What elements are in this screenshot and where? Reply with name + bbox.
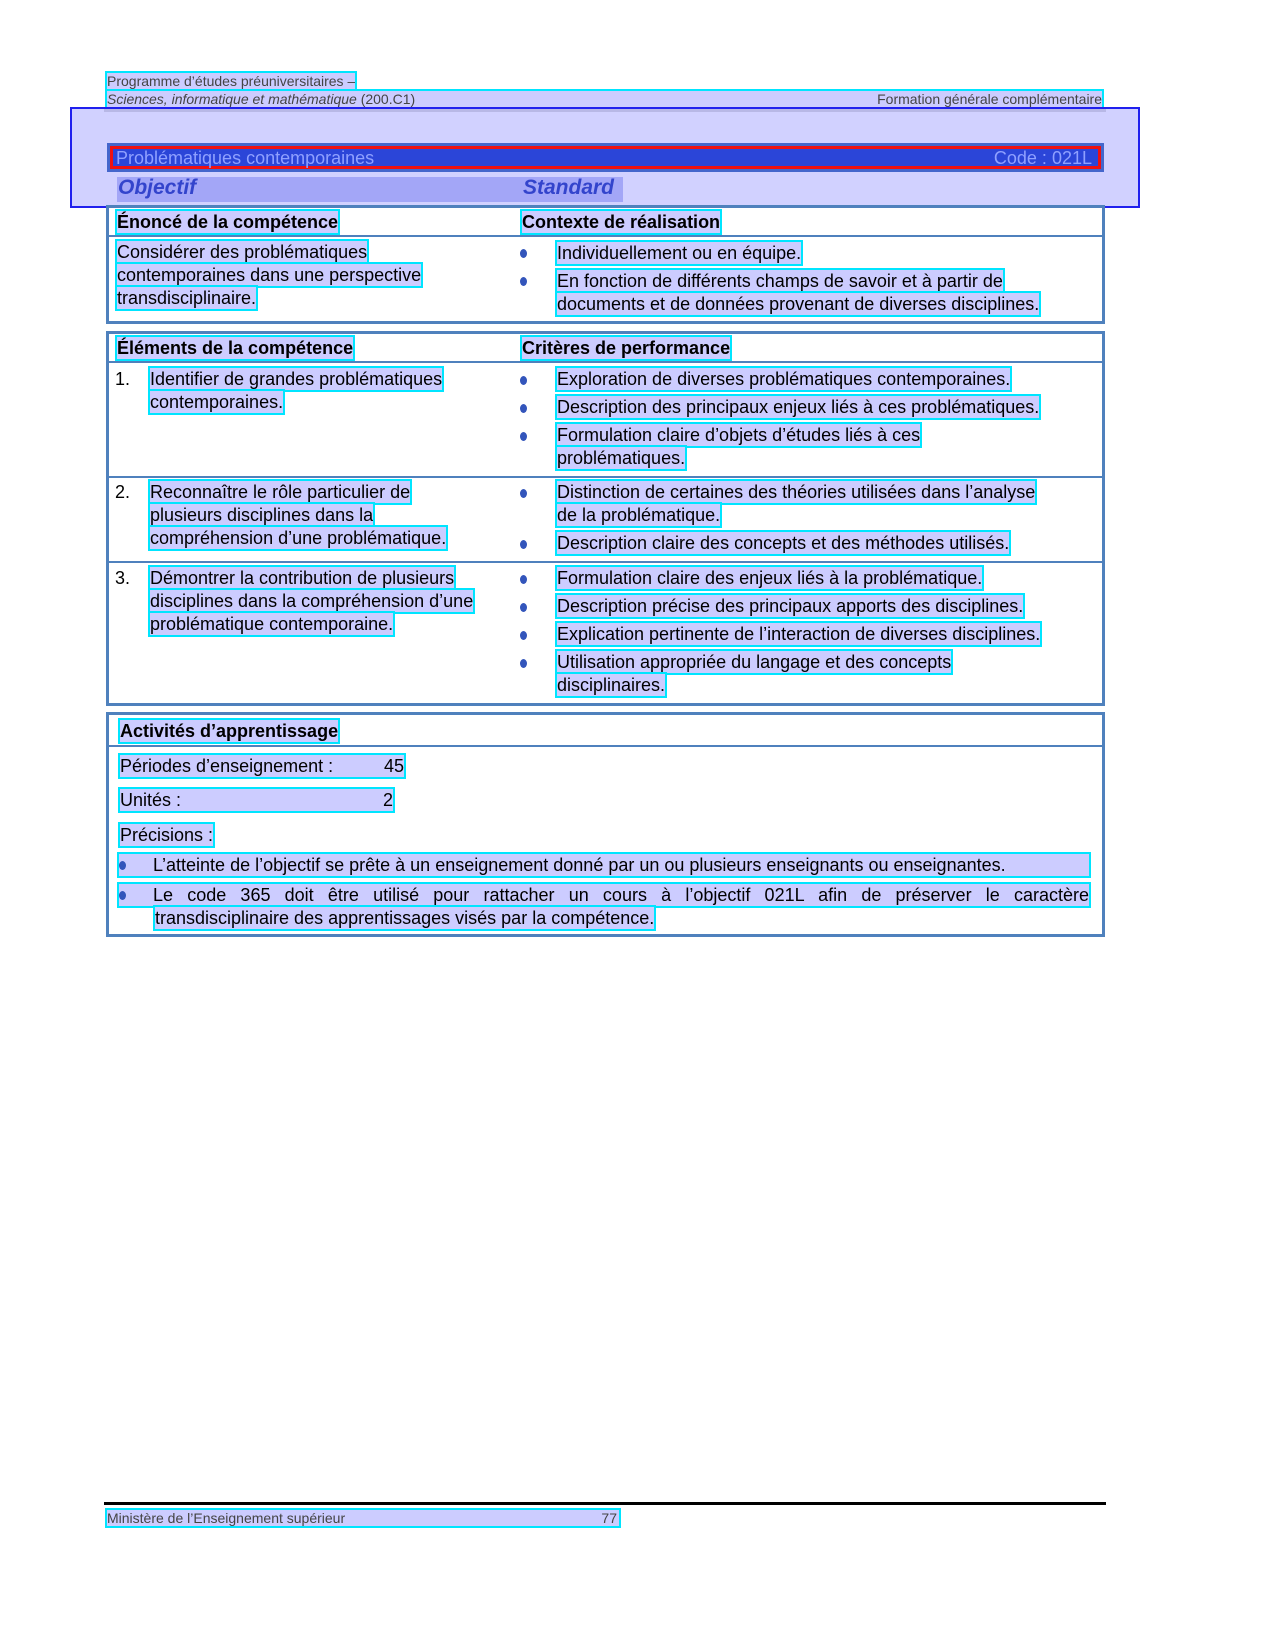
header-program: Programme d’études préuniversitaires – <box>107 73 356 89</box>
enonce-header: Énoncé de la compétence <box>117 212 339 232</box>
elements-header: Éléments de la compétence <box>117 338 354 358</box>
unites-label: Unités : <box>120 790 182 810</box>
bullet-icon <box>119 891 126 900</box>
bullet-icon <box>520 404 527 413</box>
element-number: 3. <box>115 568 131 588</box>
element-text: Reconnaître le rôle particulier de <box>150 482 411 502</box>
bullet-icon <box>520 631 527 640</box>
enonce-line: Considérer des problématiques <box>117 242 368 262</box>
unites-value: 2 <box>383 790 394 810</box>
contexte-item: documents et de données provenant de diverses disciplines. <box>557 294 1040 314</box>
activites-header: Activités d’apprentissage <box>120 721 339 741</box>
bullet-icon <box>520 432 527 441</box>
standard-heading: Standard <box>523 176 615 199</box>
precision-item-cont: transdisciplinaire des apprentissages visés par la compétence. <box>155 908 655 928</box>
bullet-icon <box>520 540 527 549</box>
criterion-text: Description précise des principaux apports des disciplines. <box>557 596 1024 616</box>
course-code: 021L <box>1051 148 1092 168</box>
element-text: plusieurs disciplines dans la <box>150 505 374 525</box>
element-text: contemporaines. <box>150 392 284 412</box>
contexte-header: Contexte de réalisation <box>522 212 721 232</box>
bullet-icon <box>520 249 527 258</box>
criterion-text: de la problématique. <box>557 505 721 525</box>
code-label: Code : <box>993 148 1047 168</box>
enonce-line: transdisciplinaire. <box>117 288 257 308</box>
bullet-icon <box>520 659 527 668</box>
header-program-code: (200.C1) <box>356 91 416 107</box>
element-text: Identifier de grandes problématiques <box>150 369 443 389</box>
periodes-label: Périodes d’enseignement : <box>120 756 334 776</box>
bullet-icon <box>520 575 527 584</box>
element-text: compréhension d’une problématique. <box>150 528 447 548</box>
precisions-label: Précisions : <box>120 825 214 845</box>
footer-ministry: Ministère de l’Enseignement supérieur <box>107 1510 346 1526</box>
criterion-text: problématiques. <box>557 448 686 468</box>
title-bar <box>107 143 1104 172</box>
criterion-text: Explication pertinente de l’interaction de diverses disciplines. <box>557 624 1041 644</box>
page-number: 77 <box>601 1510 617 1526</box>
enonce-line: contemporaines dans une perspective <box>117 265 422 285</box>
element-text: Démontrer la contribution de plusieurs <box>150 568 455 588</box>
bullet-icon <box>119 861 126 870</box>
criterion-text: Description des principaux enjeux liés à ces problématiques. <box>557 397 1040 417</box>
precision-item: L’atteinte de l’objectif se prête à un enseignement donné par un ou plusieurs enseignants ou enseignantes. <box>119 854 1089 876</box>
header-right: Formation générale complémentaire <box>877 91 1102 107</box>
criterion-text: disciplinaires. <box>557 675 666 695</box>
criterion-text: Utilisation appropriée du langage et des concepts <box>557 652 952 672</box>
contexte-item: Individuellement ou en équipe. <box>557 243 802 263</box>
header-program-name: Sciences, informatique et mathématique <box>107 91 357 107</box>
contexte-item: En fonction de différents champs de savoir et à partir de <box>557 271 1003 291</box>
periodes-value: 45 <box>384 756 405 776</box>
bullet-icon <box>520 489 527 498</box>
criterion-text: Distinction de certaines des théories utilisées dans l’analyse <box>557 482 1036 502</box>
bullet-icon <box>520 277 527 286</box>
criterion-text: Formulation claire des enjeux liés à la problématique. <box>557 568 983 588</box>
objectif-heading: Objectif <box>118 176 197 199</box>
precision-item: Le code 365 doit être utilisé pour rattacher un cours à l’objectif 021L afin de préserver le caractère <box>119 884 1089 906</box>
criteres-header: Critères de performance <box>522 338 731 358</box>
course-title: Problématiques contemporaines <box>116 148 375 168</box>
header-line2 <box>107 91 1102 107</box>
bullet-icon <box>520 376 527 385</box>
criterion-text: Formulation claire d’objets d’études liés à ces <box>557 425 921 445</box>
element-text: disciplines dans la compréhension d’une <box>150 591 474 611</box>
element-text: problématique contemporaine. <box>150 614 394 634</box>
element-number: 2. <box>115 482 131 502</box>
element-number: 1. <box>115 369 131 389</box>
criterion-text: Description claire des concepts et des méthodes utilisés. <box>557 533 1010 553</box>
bullet-icon <box>520 603 527 612</box>
criterion-text: Exploration de diverses problématiques contemporaines. <box>557 369 1011 389</box>
